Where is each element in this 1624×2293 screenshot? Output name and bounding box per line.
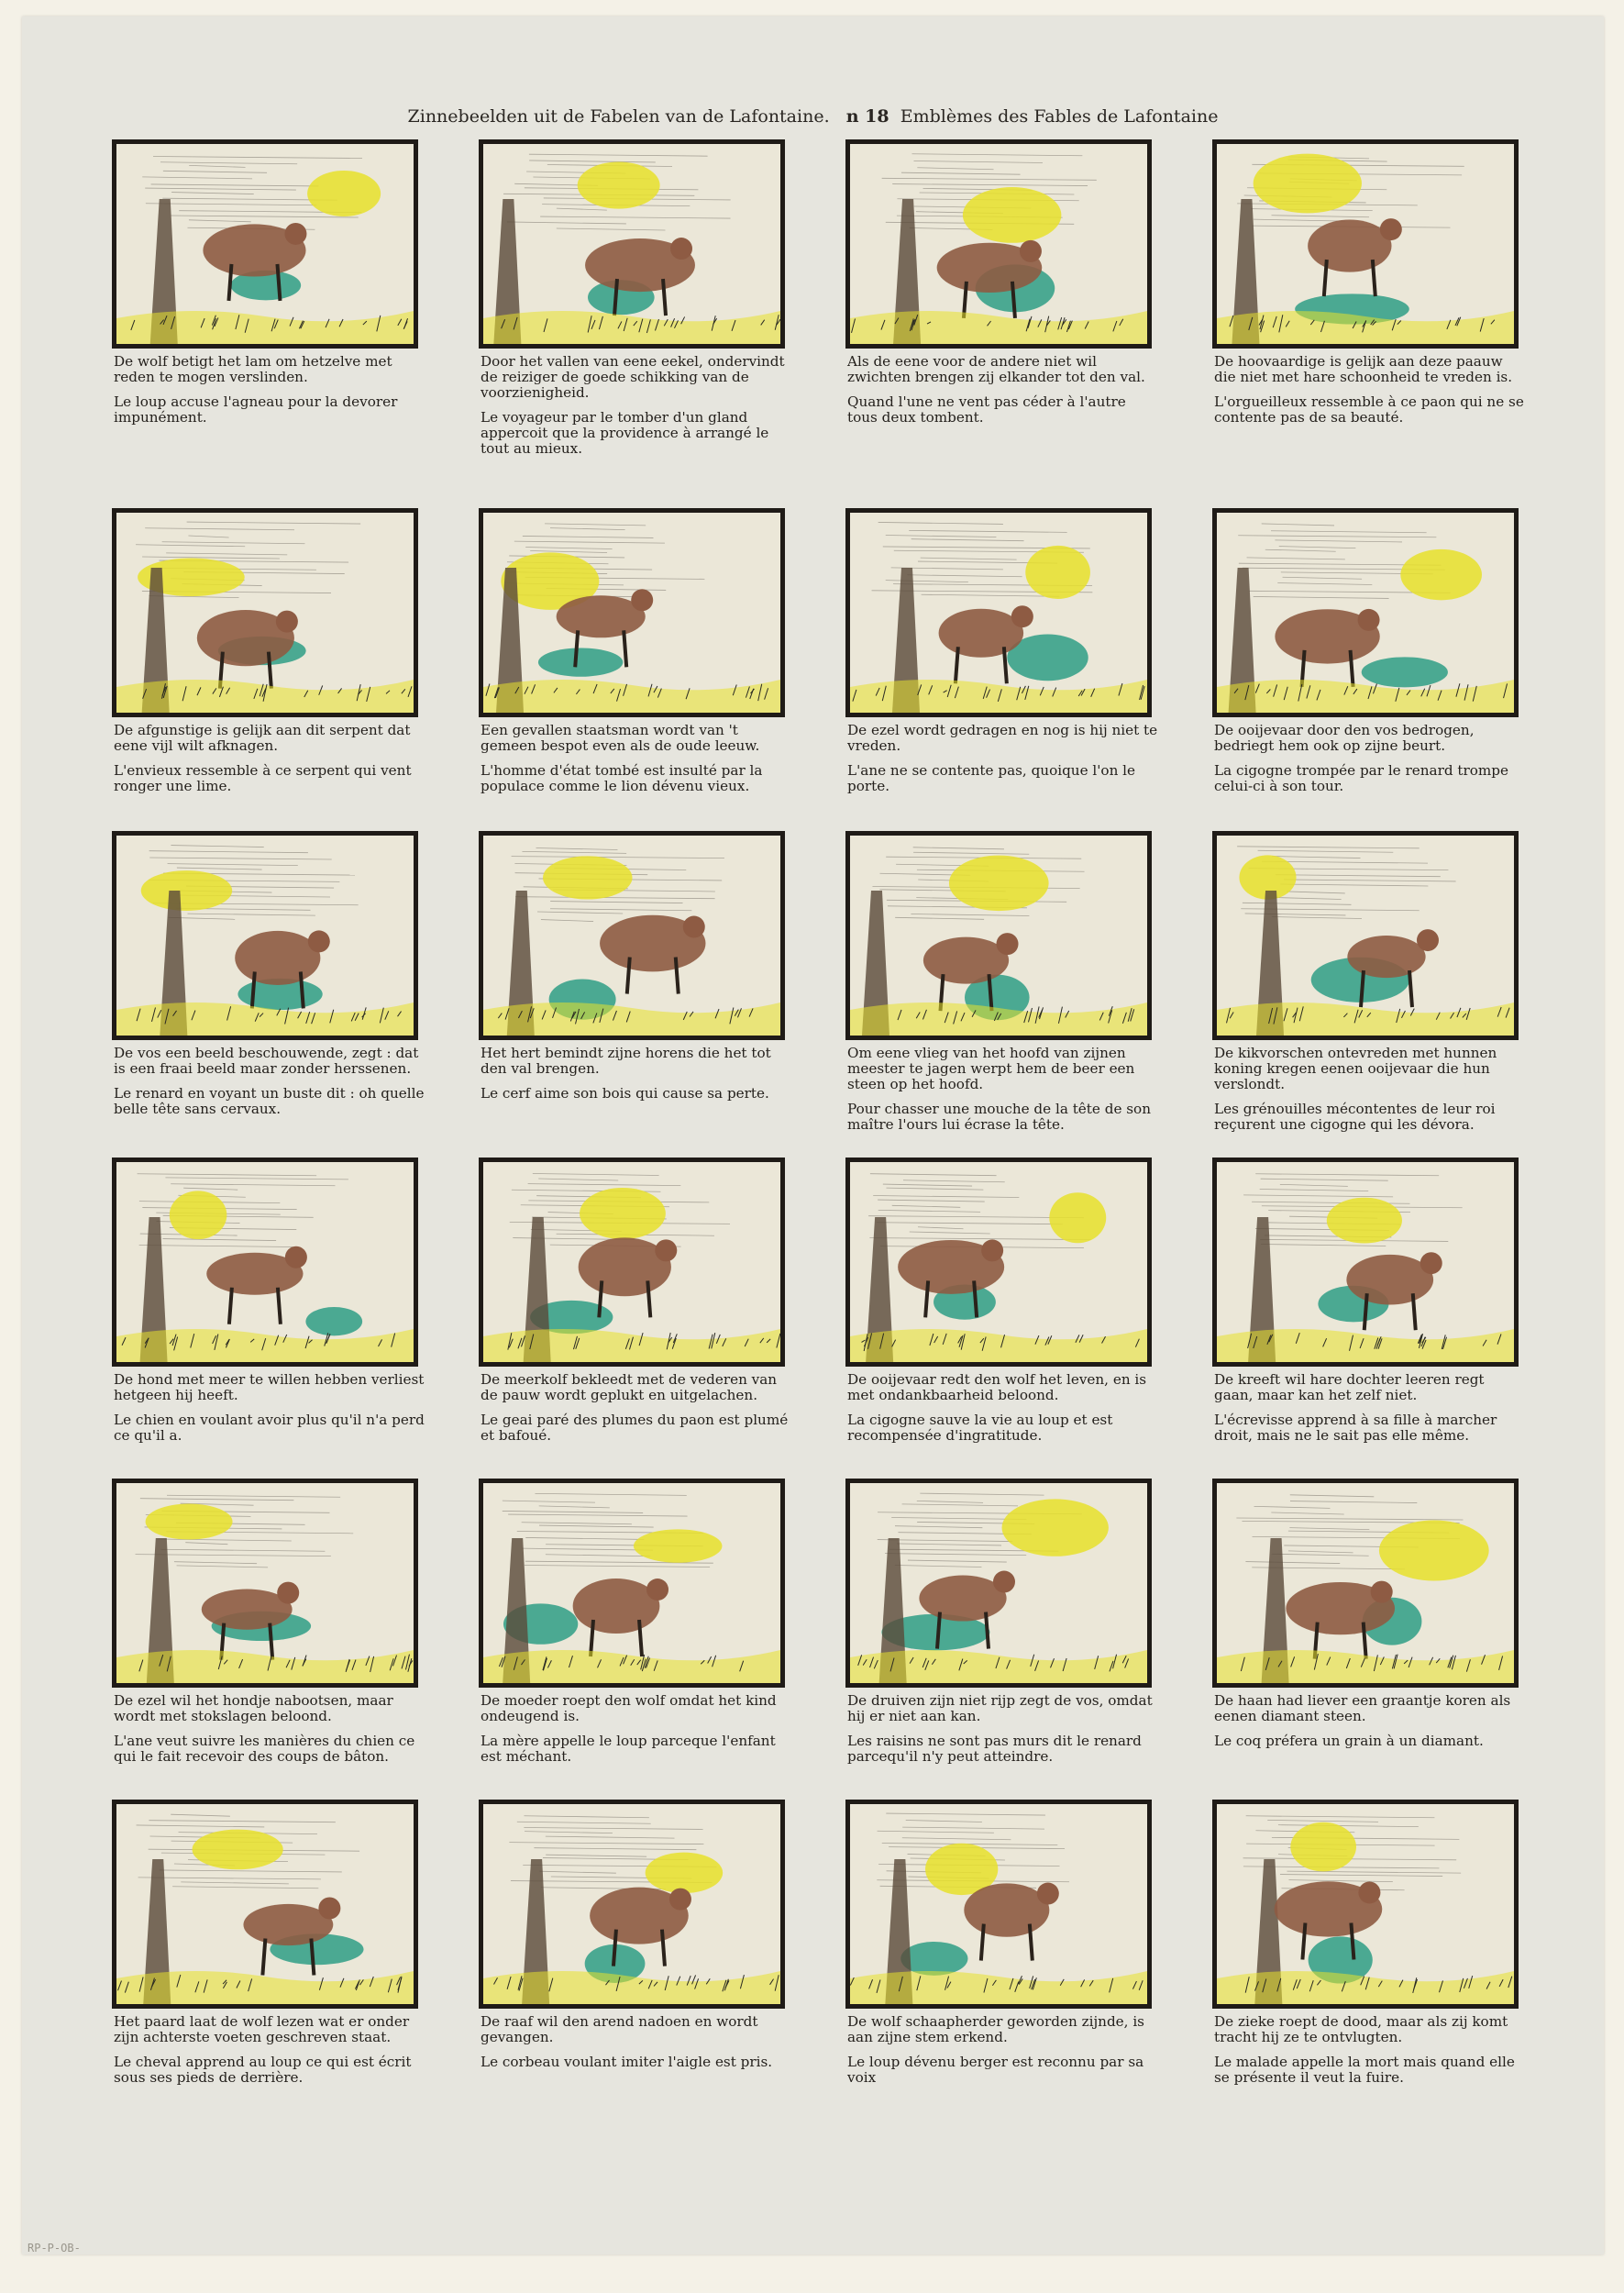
- caption-dutch: De zieke roept de dood, maar als zij komt tracht hij ze te ontvlugten.: [1214, 2013, 1508, 2045]
- woodcut-illustration: [479, 139, 785, 349]
- woodcut-illustration: [479, 831, 785, 1040]
- caption-dutch: Een gevallen staatsman wordt van 't gemeen bespot even als de oude leeuw.: [481, 722, 760, 754]
- woodcut-illustration: [479, 1158, 785, 1367]
- caption-dutch: De raaf wil den arend nadoen en wordt gevangen.: [481, 2013, 758, 2045]
- emblem-cell: [1212, 1800, 1529, 2086]
- title-dutch: Zinnebeelden uit de Fabelen van de Lafontaine.: [407, 106, 830, 127]
- emblem-cell: [112, 1800, 428, 2086]
- caption-french: Le malade appelle la mort mais quand elle se présente il veut la fuire.: [1214, 2054, 1515, 2086]
- sheet-title: [22, 106, 1604, 127]
- woodcut-illustration: [1212, 1479, 1519, 1688]
- woodcut-illustration: [112, 831, 418, 1040]
- caption-french: L'orgueilleux ressemble à ce paon qui ne se contente pas de sa beauté.: [1214, 393, 1524, 426]
- woodcut-illustration: [845, 1800, 1152, 2009]
- caption-dutch: De ooijevaar redt den wolf het leven, en is met ondankbaarheid beloond.: [847, 1371, 1147, 1403]
- woodcut-illustration: [845, 1158, 1152, 1367]
- emblem-caption: [847, 1372, 1159, 1444]
- emblem-cell: [112, 1158, 428, 1444]
- emblem-cell: [112, 139, 428, 426]
- caption-french: Pour chasser une mouche de la tête de son maître l'ours lui écrase la tête.: [847, 1101, 1151, 1133]
- emblem-cell: [112, 508, 428, 794]
- woodcut-illustration: [1212, 508, 1519, 717]
- caption-french: Le geai paré des plumes du paon est plumé et bafoué.: [481, 1412, 789, 1444]
- caption-dutch: De wolf betigt het lam om hetzelve met reden te mogen verslinden.: [114, 353, 392, 385]
- caption-french: L'envieux ressemble à ce serpent qui vent ronger une lime.: [114, 762, 412, 794]
- emblem-cell: [1212, 139, 1529, 426]
- emblem-caption: [847, 1046, 1159, 1133]
- caption-dutch: De wolf schaapherder geworden zijnde, is aan zijne stem erkend.: [847, 2013, 1144, 2045]
- caption-french: Le loup accuse l'agneau pour la devorer impunément.: [114, 393, 398, 426]
- caption-dutch: De hoovaardige is gelijk aan deze paauw die niet met hare schoonheid te vreden is.: [1214, 353, 1513, 385]
- emblem-caption: [1214, 354, 1526, 426]
- caption-dutch: De moeder roept den wolf omdat het kind ondeugend is.: [481, 1692, 777, 1724]
- caption-french: La cigogne sauve la vie au loup et est recompensée d'ingratitude.: [847, 1412, 1113, 1444]
- emblem-cell: [1212, 1158, 1529, 1444]
- woodcut-illustration: [112, 139, 418, 349]
- caption-dutch: De kikvorschen ontevreden met hunnen koning kregen eenen ooijevaar die hun verslondt.: [1214, 1045, 1497, 1092]
- caption-dutch: Als de eene voor de andere niet wil zwichten brengen zij elkander tot den val.: [847, 353, 1145, 385]
- emblem-cell: [845, 1800, 1162, 2086]
- emblem-caption: [114, 354, 425, 426]
- caption-dutch: De druiven zijn niet rijp zegt de vos, omdat hij er niet aan kan.: [847, 1692, 1153, 1724]
- emblem-caption: [481, 1693, 792, 1765]
- woodcut-illustration: [1212, 831, 1519, 1040]
- woodcut-illustration: [1212, 139, 1519, 349]
- emblem-caption: [1214, 1372, 1526, 1444]
- woodcut-illustration: [845, 1479, 1152, 1688]
- caption-dutch: De ezel wil het hondje nabootsen, maar wordt met stokslagen beloond.: [114, 1692, 393, 1724]
- caption-dutch: De hond met meer te willen hebben verliest hetgeen hij heeft.: [114, 1371, 425, 1403]
- woodcut-illustration: [479, 1800, 785, 2009]
- title-french: Emblèmes des Fables de Lafontaine: [900, 106, 1219, 127]
- woodcut-illustration: [1212, 1800, 1519, 2009]
- caption-french: Le corbeau voulant imiter l'aigle est pris.: [481, 2054, 773, 2070]
- caption-french: L'écrevisse apprend à sa fille à marcher droit, mais ne le sait pas elle même.: [1214, 1412, 1497, 1444]
- emblem-caption: [847, 354, 1159, 426]
- emblem-caption: [847, 1693, 1159, 1765]
- emblem-cell: [1212, 508, 1529, 794]
- caption-french: La mère appelle le loup parceque l'enfant est méchant.: [481, 1733, 776, 1765]
- emblem-cell: [1212, 831, 1529, 1133]
- emblem-cell: [112, 831, 428, 1117]
- woodcut-illustration: [112, 1479, 418, 1688]
- emblem-caption: [114, 1046, 425, 1117]
- caption-french: Le voyageur par le tomber d'un gland appercoit que la providence à arrangé le tout au mieux.: [481, 409, 769, 457]
- emblem-caption: [481, 1046, 792, 1102]
- emblem-caption: [1214, 1693, 1526, 1749]
- woodcut-illustration: [845, 139, 1152, 349]
- caption-french: Les raisins ne sont pas murs dit le renard parcequ'il n'y peut atteindre.: [847, 1733, 1142, 1765]
- caption-french: Le cerf aime son bois qui cause sa perte.: [481, 1085, 769, 1102]
- caption-dutch: Het hert bemindt zijne horens die het tot den val brengen.: [481, 1045, 771, 1077]
- sheet-number: n 18: [845, 106, 889, 127]
- print-sheet: [22, 17, 1604, 2254]
- emblem-caption: [114, 723, 425, 794]
- caption-dutch: Het paard laat de wolf lezen wat er onder zijn achterste voeten geschreven staat.: [114, 2013, 410, 2045]
- emblem-caption: [114, 1372, 425, 1444]
- caption-dutch: De ooijevaar door den vos bedrogen, bedriegt hem ook op zijne beurt.: [1214, 722, 1475, 754]
- emblem-cell: [845, 139, 1162, 426]
- emblem-caption: [481, 723, 792, 794]
- emblem-cell: [845, 508, 1162, 794]
- emblem-cell: [1212, 1479, 1529, 1749]
- emblem-caption: [847, 2014, 1159, 2086]
- caption-dutch: De ezel wordt gedragen en nog is hij niet te vreden.: [847, 722, 1158, 754]
- woodcut-illustration: [112, 1158, 418, 1367]
- emblem-caption: [1214, 2014, 1526, 2086]
- emblem-cell: [479, 1800, 795, 2070]
- emblem-caption: [481, 354, 792, 457]
- emblem-cell: [845, 1158, 1162, 1444]
- woodcut-illustration: [479, 508, 785, 717]
- emblem-cell: [479, 508, 795, 794]
- woodcut-illustration: [845, 508, 1152, 717]
- caption-french: Le cheval apprend au loup ce qui est écrit sous ses pieds de derrière.: [114, 2054, 412, 2086]
- caption-french: Le coq préfera un grain à un diamant.: [1214, 1733, 1484, 1749]
- emblem-cell: [479, 1158, 795, 1444]
- caption-dutch: De haan had liever een graantje koren als eenen diamant steen.: [1214, 1692, 1511, 1724]
- caption-french: L'ane ne se contente pas, quoique l'on le porte.: [847, 762, 1136, 794]
- caption-french: Les grénouilles mécontentes de leur roi reçurent une cigogne qui les dévora.: [1214, 1101, 1496, 1133]
- caption-french: Quand l'une ne vent pas céder à l'autre tous deux tombent.: [847, 393, 1126, 426]
- caption-french: La cigogne trompée par le renard trompe celui-ci à son tour.: [1214, 762, 1508, 794]
- caption-french: Le renard en voyant un buste dit : oh quelle belle tête sans cervaux.: [114, 1085, 425, 1117]
- catalog-mark: RP-P-OB-: [28, 2242, 81, 2254]
- emblem-cell: [112, 1479, 428, 1765]
- woodcut-illustration: [1212, 1158, 1519, 1367]
- caption-french: L'ane veut suivre les manières du chien ce qui le fait recevoir des coups de bâton.: [114, 1733, 415, 1765]
- emblem-caption: [114, 1693, 425, 1765]
- emblem-cell: [479, 831, 795, 1102]
- woodcut-illustration: [479, 1479, 785, 1688]
- emblem-cell: [479, 1479, 795, 1765]
- caption-french: Le chien en voulant avoir plus qu'il n'a perd ce qu'il a.: [114, 1412, 425, 1444]
- emblem-caption: [114, 2014, 425, 2086]
- caption-dutch: Om eene vlieg van het hoofd van zijnen meester te jagen werpt hem de beer een steen op het hoofd.: [847, 1045, 1135, 1092]
- emblem-caption: [481, 2014, 792, 2070]
- caption-dutch: De meerkolf bekleedt met de vederen van de pauw wordt geplukt en uitgelachen.: [481, 1371, 778, 1403]
- woodcut-illustration: [112, 508, 418, 717]
- emblem-cell: [479, 139, 795, 457]
- emblem-caption: [1214, 723, 1526, 794]
- caption-french: L'homme d'état tombé est insulté par la populace comme le lion dévenu vieux.: [481, 762, 763, 794]
- caption-dutch: De kreeft wil hare dochter leeren regt gaan, maar kan het zelf niet.: [1214, 1371, 1485, 1403]
- woodcut-illustration: [112, 1800, 418, 2009]
- emblem-caption: [1214, 1046, 1526, 1133]
- woodcut-illustration: [845, 831, 1152, 1040]
- emblem-cell: [845, 1479, 1162, 1765]
- caption-dutch: De vos een beeld beschouwende, zegt : dat is een fraai beeld maar zonder herssenen.: [114, 1045, 419, 1077]
- caption-dutch: Door het vallen van eene eekel, ondervindt de reiziger de goede schikking van de voorzienigheid.: [481, 353, 785, 401]
- emblem-caption: [481, 1372, 792, 1444]
- caption-dutch: De afgunstige is gelijk aan dit serpent dat eene vijl wilt afknagen.: [114, 722, 411, 754]
- emblem-caption: [847, 723, 1159, 794]
- emblem-cell: [845, 831, 1162, 1133]
- caption-french: Le loup dévenu berger est reconnu par sa voix: [847, 2054, 1144, 2086]
